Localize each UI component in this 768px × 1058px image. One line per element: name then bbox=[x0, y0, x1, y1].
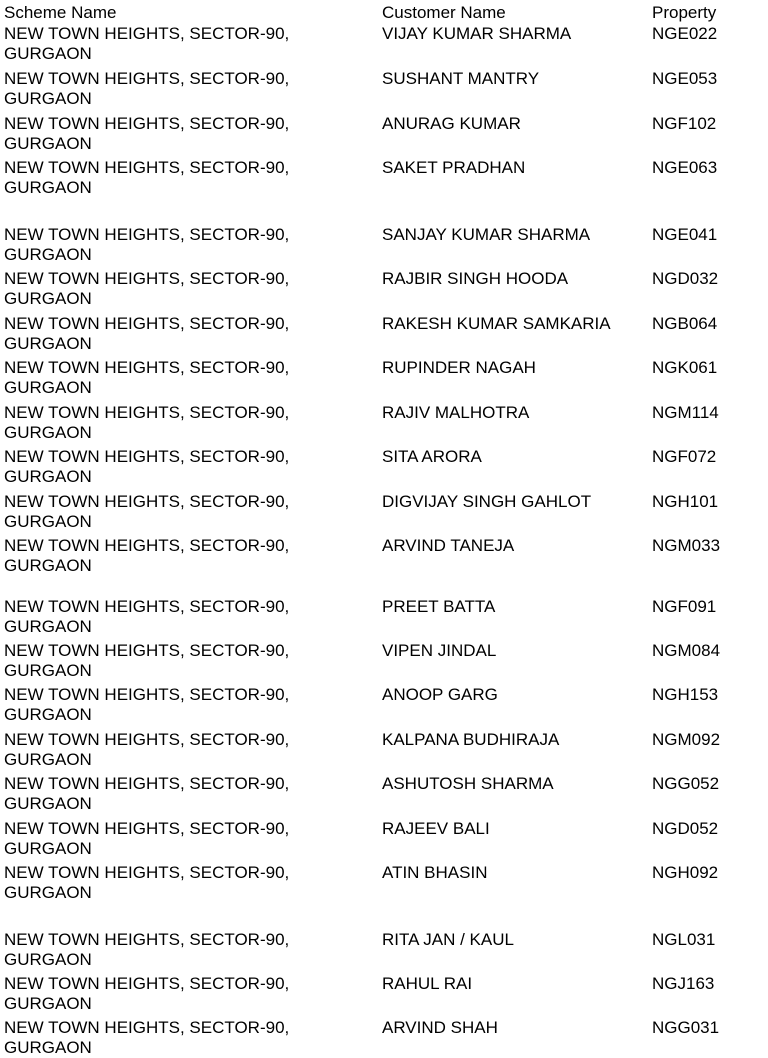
scheme-name-cell: NEW TOWN HEIGHTS, SECTOR-90, GURGAON bbox=[4, 158, 290, 197]
customer-name-cell: RITA JAN / KAUL bbox=[382, 930, 514, 949]
scheme-name-cell: NEW TOWN HEIGHTS, SECTOR-90, GURGAON bbox=[4, 685, 290, 724]
customer-name-cell: RAJBIR SINGH HOODA bbox=[382, 269, 569, 288]
property-cell: NGB064 bbox=[652, 314, 718, 333]
table-row bbox=[0, 24, 768, 64]
table-row bbox=[0, 863, 768, 903]
property-cell: NGE022 bbox=[652, 24, 718, 43]
scheme-name-cell: NEW TOWN HEIGHTS, SECTOR-90, GURGAON bbox=[4, 930, 290, 969]
customer-name-cell: RAJEEV BALI bbox=[382, 819, 490, 838]
table-row bbox=[0, 403, 768, 443]
table-row bbox=[0, 730, 768, 770]
property-cell: NGH101 bbox=[652, 492, 719, 511]
customer-name-cell: KALPANA BUDHIRAJA bbox=[382, 730, 560, 749]
customer-name-cell: SAKET PRADHAN bbox=[382, 158, 526, 177]
scheme-name-cell: NEW TOWN HEIGHTS, SECTOR-90, GURGAON bbox=[4, 447, 290, 486]
property-cell: NGF091 bbox=[652, 597, 717, 616]
property-cell: NGF072 bbox=[652, 447, 717, 466]
property-cell: NGH092 bbox=[652, 863, 719, 882]
scheme-name-cell: NEW TOWN HEIGHTS, SECTOR-90, GURGAON bbox=[4, 863, 290, 902]
customer-name-cell: ANURAG KUMAR bbox=[382, 114, 521, 133]
scheme-name-cell: NEW TOWN HEIGHTS, SECTOR-90, GURGAON bbox=[4, 114, 290, 153]
scheme-name-cell: NEW TOWN HEIGHTS, SECTOR-90, GURGAON bbox=[4, 641, 290, 680]
scheme-name-cell: NEW TOWN HEIGHTS, SECTOR-90, GURGAON bbox=[4, 225, 290, 264]
customer-name-cell: SANJAY KUMAR SHARMA bbox=[382, 225, 591, 244]
table-row bbox=[0, 685, 768, 725]
property-cell: NGD052 bbox=[652, 819, 719, 838]
property-cell: NGE063 bbox=[652, 158, 718, 177]
property-cell: NGJ163 bbox=[652, 974, 715, 993]
scheme-name-cell: NEW TOWN HEIGHTS, SECTOR-90, GURGAON bbox=[4, 597, 290, 636]
scheme-name-header: Scheme Name bbox=[4, 3, 117, 22]
property-cell: NGG031 bbox=[652, 1018, 720, 1037]
customer-name-cell: ASHUTOSH SHARMA bbox=[382, 774, 554, 793]
customer-name-cell: RUPINDER NAGAH bbox=[382, 358, 536, 377]
property-cell: NGE053 bbox=[652, 69, 718, 88]
scheme-name-cell: NEW TOWN HEIGHTS, SECTOR-90, GURGAON bbox=[4, 1018, 290, 1057]
property-cell: NGE041 bbox=[652, 225, 718, 244]
property-cell: NGG052 bbox=[652, 774, 720, 793]
property-cell: NGK061 bbox=[652, 358, 718, 377]
table-row bbox=[0, 536, 768, 576]
scheme-name-cell: NEW TOWN HEIGHTS, SECTOR-90, GURGAON bbox=[4, 69, 290, 108]
table-row bbox=[0, 597, 768, 637]
table-row bbox=[0, 492, 768, 532]
property-cell: NGF102 bbox=[652, 114, 717, 133]
customer-name-cell: ARVIND TANEJA bbox=[382, 536, 515, 555]
customer-name-cell: RAHUL RAI bbox=[382, 974, 473, 993]
customer-name-cell: SUSHANT MANTRY bbox=[382, 69, 540, 88]
table-row bbox=[0, 314, 768, 354]
table-row bbox=[0, 225, 768, 265]
scheme-name-cell: NEW TOWN HEIGHTS, SECTOR-90, GURGAON bbox=[4, 819, 290, 858]
property-cell: NGL031 bbox=[652, 930, 716, 949]
customer-name-cell: PREET BATTA bbox=[382, 597, 496, 616]
table-row bbox=[0, 69, 768, 109]
customer-name-cell: DIGVIJAY SINGH GAHLOT bbox=[382, 492, 592, 511]
table-header bbox=[0, 0, 768, 22]
scheme-name-cell: NEW TOWN HEIGHTS, SECTOR-90, GURGAON bbox=[4, 774, 290, 813]
customer-name-cell: ANOOP GARG bbox=[382, 685, 498, 704]
table-row bbox=[0, 269, 768, 309]
customer-name-cell: VIJAY KUMAR SHARMA bbox=[382, 24, 572, 43]
scheme-name-cell: NEW TOWN HEIGHTS, SECTOR-90, GURGAON bbox=[4, 269, 290, 308]
property-cell: NGM092 bbox=[652, 730, 721, 749]
customer-name-cell: RAKESH KUMAR SAMKARIA bbox=[382, 314, 611, 333]
table-row bbox=[0, 1018, 768, 1058]
customer-name-cell: ATIN BHASIN bbox=[382, 863, 488, 882]
scheme-name-cell: NEW TOWN HEIGHTS, SECTOR-90, GURGAON bbox=[4, 730, 290, 769]
scheme-name-cell: NEW TOWN HEIGHTS, SECTOR-90, GURGAON bbox=[4, 358, 290, 397]
customer-name-cell: SITA ARORA bbox=[382, 447, 482, 466]
table-row bbox=[0, 774, 768, 814]
scheme-name-cell: NEW TOWN HEIGHTS, SECTOR-90, GURGAON bbox=[4, 974, 290, 1013]
property-header: Property bbox=[652, 3, 717, 22]
table-row bbox=[0, 930, 768, 970]
customer-name-cell: VIPEN JINDAL bbox=[382, 641, 497, 660]
scheme-name-cell: NEW TOWN HEIGHTS, SECTOR-90, GURGAON bbox=[4, 536, 290, 575]
scheme-name-cell: NEW TOWN HEIGHTS, SECTOR-90, GURGAON bbox=[4, 314, 290, 353]
table-row bbox=[0, 641, 768, 681]
table-row bbox=[0, 158, 768, 198]
customer-name-cell: RAJIV MALHOTRA bbox=[382, 403, 530, 422]
table-row bbox=[0, 819, 768, 859]
scheme-name-cell: NEW TOWN HEIGHTS, SECTOR-90, GURGAON bbox=[4, 492, 290, 531]
table-row bbox=[0, 447, 768, 487]
property-cell: NGM033 bbox=[652, 536, 721, 555]
scheme-name-cell: NEW TOWN HEIGHTS, SECTOR-90, GURGAON bbox=[4, 24, 290, 63]
table-row bbox=[0, 358, 768, 398]
property-cell: NGM114 bbox=[652, 403, 719, 422]
scheme-name-cell: NEW TOWN HEIGHTS, SECTOR-90, GURGAON bbox=[4, 403, 290, 442]
property-cell: NGM084 bbox=[652, 641, 721, 660]
property-cell: NGH153 bbox=[652, 685, 719, 704]
property-cell: NGD032 bbox=[652, 269, 719, 288]
table-row bbox=[0, 114, 768, 154]
customer-name-cell: ARVIND SHAH bbox=[382, 1018, 498, 1037]
table-row bbox=[0, 974, 768, 1014]
customer-name-header: Customer Name bbox=[382, 3, 506, 22]
